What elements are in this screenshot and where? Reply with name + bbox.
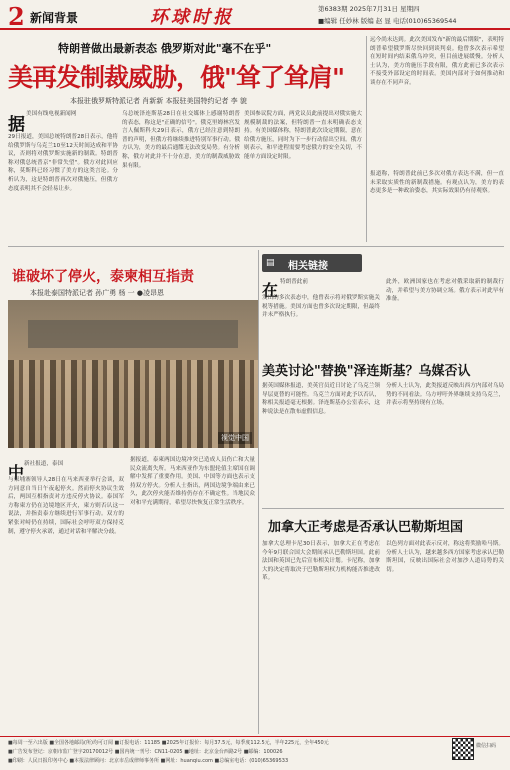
related-drop-cap: 在 [262,281,279,300]
page-number: 2 [8,2,25,31]
article1-headline: 美再发制裁威胁，俄"耸了耸肩" [8,63,345,92]
column-divider [366,36,367,242]
article1-col2: 乌总统泽连斯基28日在社交媒体上感谢特朗普的表态，称这是"正确的信号"。俄克里姆林宫发言人佩斯科夫29日表示，俄方已经注意到特朗普的声明，但俄方将继续推进特别军事行动。俄方认为，美方的最后通牒无法改变局势。有分析称，俄方对此并不十分在意，美方的制裁威胁效果有限。 [122,111,240,169]
sidebar-right-top: 远今尚未达到。此次美国发布"新的最后期限"，表明特朗普希望俄罗斯尽快回到谈判桌。他曾多次表示希望在短时间内结束俄乌冲突，但目前进展缓慢。分析人士认为，美方的施压手段有限，俄方此前已多次表示不接受外部设定的时间表。美国内部对于如何推动和谈存在不同声音。 [370,37,504,86]
section-divider [8,246,504,247]
sidebar-right-mid: 报道称，特朗普此前已多次对俄方表达不满，但一直未采取实质性的新制裁措施。有观点认为，美方的表态更多是一种政治姿态，其实际效果仍有待观察。 [370,171,504,195]
article1-col1: 29日报道，美国总统特朗普28日表示，他将给俄罗斯与乌克兰10至12天时间达成和平协议，否则将对俄罗斯实施新的制裁。特朗普称对俄总统普京"非常失望"。俄方对此回应称，莫斯科已经习惯了美方的这类言论。分析认为，这是特朗普再次对俄施压，但俄方态度表明其不会轻易让步。 [8,134,118,192]
related-link-bar [262,254,362,274]
article3-col1: 据英国媒体报道，美英官员近日讨论了乌克兰领导层更替的可能性。乌克兰方面对此予以否认，称相关报道毫无根据。泽连斯基办公室表示，这种说法是在散布虚假信息。 [262,383,380,415]
column-divider [258,250,259,734]
news-photo [8,300,258,448]
article1-byline: 本报驻俄罗斯特派记者 肖新新 本报驻美国特约记者 李 貌 [70,97,247,105]
page-header [0,0,510,30]
related-link-icon: ▤ [266,258,275,268]
footer-line: ■广告发布登记：京朝市监广登字20170012号 ■国内统一刊号：CN11-0205 ■地址：北京金台西路2号 ■邮编：100026 [8,749,283,755]
editor-info: ■编辑 任妙林 版编 赵 显 电话(010)65369544 [318,17,457,25]
section-title: 新闻背景 [30,11,79,25]
photo-credit: 视觉中国 [218,432,252,444]
footer-line: ■印刷：人民日报印务中心 ■本报法律顾问：北京市岳成律师事务所 ■网址：huanqiu.com ■总编室电话：(010)65369533 [8,758,289,764]
article3-headline: 美英讨论"替换"泽连斯基？乌媒否认 [262,364,471,379]
related-link-label: 相关链接 [288,261,328,272]
article2-col1-top: 新社报道，泰国 [24,461,64,467]
footer-line: ■每周一至六出版 ■全国各地邮局(所)均可订阅 ■订报电话：11185 ■2025年订报价：每月37.5元，每季度112.5元，半年225元，全年450元 [8,740,329,746]
article3-col2: 分析人士认为，此类报道反映出西方内部对乌局势的不同看法。乌方呼吁外界继续支持乌克兰，并表示将坚持现有立场。 [386,383,504,407]
article4-col2: 以色列方面对此表示反对，称这将奖励哈马斯。分析人士认为，越来越多西方国家考虑承认巴勒斯坦国，反映出国际社会对加沙人道局势的关切。 [386,541,504,573]
masthead-logo: 环球时报 [150,7,234,28]
article4-col1: 加拿大总理卡尼30日表示，加拿大正在考虑在今年9月联合国大会期间承认巴勒斯坦国。此前法国和英国已先后宣布相关计划。卡尼称，加拿大的决定将取决于巴勒斯坦权力机构能否推进改革。 [262,541,380,582]
issue-info: 第6383期 2025年7月31日 星期四 [318,5,420,13]
article1-col3: 美国参议院方面，两党议员此前提出对俄实施大规模制裁的法案，但特朗普一直未明确表态支持。有美国媒体称，特朗普此次设定期限，意在给俄方施压，同时为下一步行动留出空间。俄方则表示，和平进程需要考虑俄方的安全关切，不能单方面设定时限。 [244,111,362,160]
photo-banner [28,320,238,348]
article2-col1: 与柬埔寨领导人28日在马来西亚举行会谈，双方同意自当日午夜起停火。然而停火协议生效后，两国互相指责对方违反停火协议。泰国军方称柬方仍在边境地区开火，柬方则否认这一说法，并指责泰方继续进行军事行动。双方的紧张对峙仍在持续，国际社会呼吁双方保持克制，遵守停火承诺，通过对话和平解决分歧。 [8,477,124,535]
page-footer [0,736,510,770]
related-col2: 此外，欧洲国家也在考虑对俄采取新的制裁行动，并希望与美方协调立场。俄方表示对此早有准备。 [386,279,504,303]
article4-headline: 加拿大正考虑是否承认巴勒斯坦国 [268,520,464,535]
article1-col1-top: 美国有线电视新闻网 [26,111,77,117]
article2-col2: 据报道，泰柬两国边境冲突已造成人员伤亡和大量民众流离失所。马来西亚作为东盟轮值主席国在调解中发挥了重要作用。美国、中国等方面也表示支持双方停火。分析人士指出，两国边境争端由来已久，此次停火能否维持仍存在不确定性。当地民众对和平充满期待，希望尽快恢复正常生活秩序。 [130,457,255,506]
related-col1-top: 特朗普此前 [280,279,308,285]
qr-code[interactable] [452,738,474,760]
qr-caption: 微信扫码 [476,743,497,749]
related-col1: 发出的多次表态中，他曾表示将对俄罗斯实施关税等措施。美国方面也曾多次设定期限，但最终并未严格执行。 [262,295,380,319]
section-divider [262,508,504,509]
article2-drop-cap: 中 [8,463,25,482]
article1-drop-cap: 据 [8,115,25,135]
article1-kicker: 特朗普做出最新表态 俄罗斯对此"毫不在乎" [58,42,272,55]
article2-headline: 谁破坏了停火，泰柬相互指责 [12,269,194,285]
article2-byline: 本报赴泰国特派记者 孙广勇 杨 一 ●凌昂恩 [30,289,165,297]
